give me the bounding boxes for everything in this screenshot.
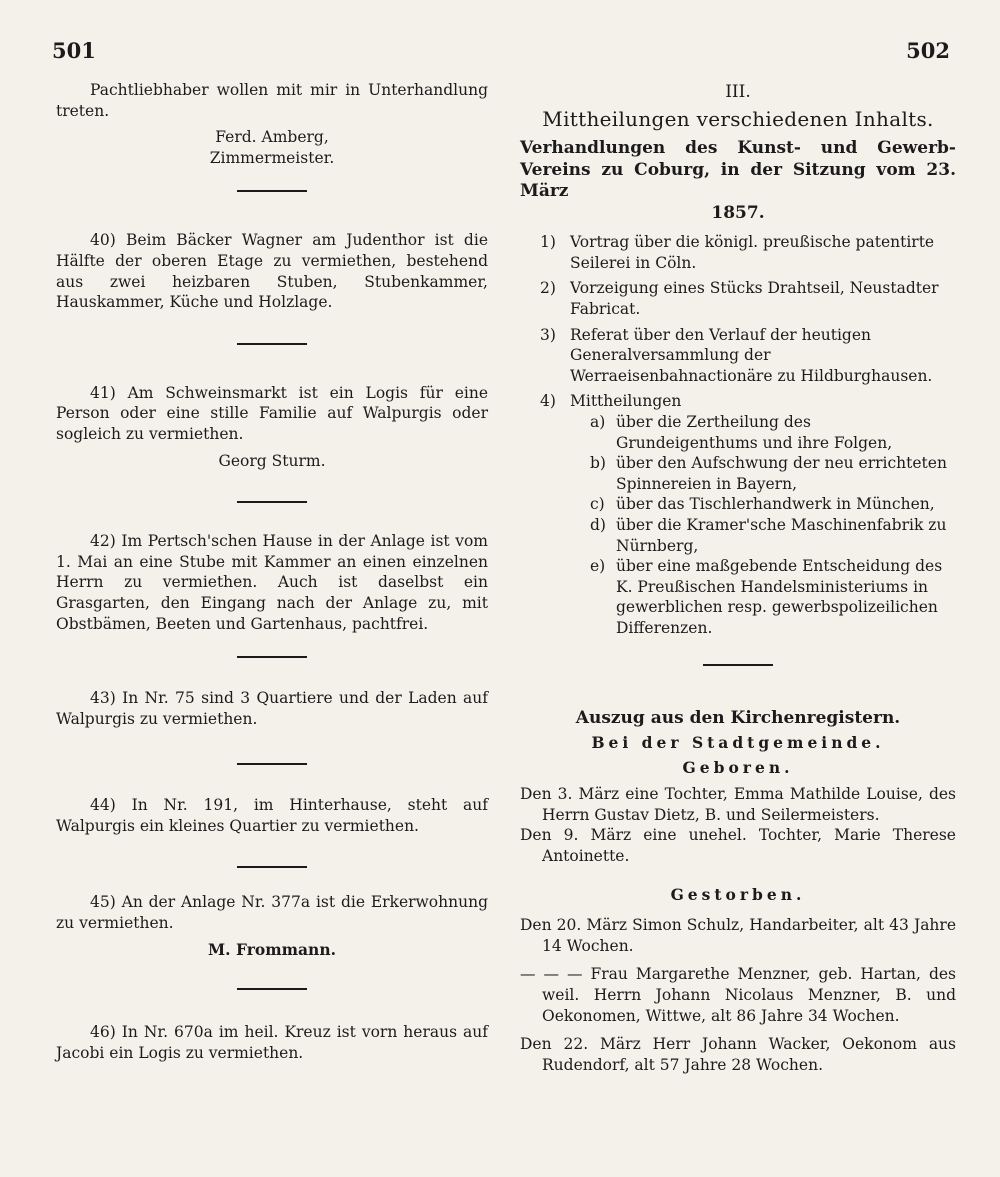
ad-number: 45) <box>90 893 116 912</box>
agenda-number: 3) <box>540 325 556 344</box>
page-number-right: 502 <box>906 38 950 63</box>
subitem-text: über das Tischlerhandwerk in München, <box>616 495 935 514</box>
agenda-text: Vortrag über die königl. preußische patentirte Seilerei in Cöln. <box>570 233 935 272</box>
agenda-subitem <box>590 412 956 453</box>
agenda-item <box>520 325 956 387</box>
meeting-title <box>520 138 956 224</box>
page-number-left: 501 <box>52 38 96 63</box>
ad-text: An der Anlage Nr. 377a ist die Erkerwohnung zu vermiethen. <box>56 893 488 933</box>
separator-rule <box>237 866 307 868</box>
agenda-subitem <box>590 556 956 638</box>
agenda-text: Vorzeigung eines Stücks Drahtseil, Neustadter Fabricat. <box>570 279 939 318</box>
section-title: Mittheilungen verschiedenen Inhalts. <box>542 106 934 131</box>
separator-rule <box>237 763 307 765</box>
subitem-letter: b) <box>590 454 606 473</box>
agenda-number: 4) <box>540 392 556 411</box>
ad-text: Im Pertsch'schen Hause in der Anlage ist vom 1. Mai an eine Stube mit Kammer an einen einzelnen Herrn zu vermiethen. Auch ist daselbst ein Grasgarten, den Eingang nach der Anlage zu, mit Obstbämen, Beeten und Gartenhaus, pachtfrei. <box>56 532 488 633</box>
ad-42 <box>56 531 488 634</box>
born-heading: Geboren. <box>682 757 794 777</box>
subitem-letter: e) <box>590 557 606 576</box>
subitem-text: über die Kramer'sche Maschinenfabrik zu Nürnberg, <box>616 515 947 555</box>
subitem-letter: a) <box>590 412 606 431</box>
right-column <box>520 80 956 1075</box>
separator-rule <box>237 190 307 192</box>
meeting-year: 1857. <box>711 202 765 223</box>
agenda-item <box>520 232 956 273</box>
subitem-letter: d) <box>590 515 606 534</box>
section-number: III. <box>725 82 751 102</box>
ad-text: In Nr. 670a im heil. Kreuz ist vorn heraus auf Jacobi ein Logis zu vermiethen. <box>56 1023 488 1062</box>
agenda-text: Mittheilungen <box>570 392 682 411</box>
parish-heading: Bei der Stadtgemeinde. <box>591 733 885 753</box>
ad-number: 46) <box>90 1023 116 1042</box>
ad-41 <box>56 383 488 445</box>
agenda-text: Referat über den Verlauf der heutigen Generalversammlung der Werraeisenbahnactionäre zu Hildburghausen. <box>570 325 933 385</box>
agenda-item <box>520 391 956 638</box>
signature-line: Zimmermeister. <box>209 148 335 167</box>
ad-number: 40) <box>90 231 116 250</box>
ad-45 <box>56 892 488 933</box>
ad-number: 41) <box>90 383 116 402</box>
separator-rule <box>703 664 773 666</box>
register-entry: — — — Frau Margarethe Menzner, geb. Hartan, des weil. Herrn Johann Nicolaus Menzner, B. und Oekonomen, Wittwe, alt 86 Jahre 34 Wochen. <box>520 965 956 1025</box>
subitem-letter: c) <box>590 495 605 514</box>
register-entry: Den 9. März eine unehel. Tochter, Marie Therese Antoinette. <box>520 826 956 866</box>
left-column <box>56 80 488 1063</box>
ad-43 <box>56 688 488 729</box>
separator-rule <box>237 656 307 658</box>
ad-text: In Nr. 191, im Hinterhause, steht auf Walpurgis ein kleines Quartier zu vermiethen. <box>56 796 488 835</box>
agenda-subitem <box>590 494 956 515</box>
register-entry: Den 3. März eine Tochter, Emma Mathilde Louise, des Herrn Gustav Dietz, B. und Seilermeisters. <box>520 785 956 824</box>
separator-rule <box>237 343 307 345</box>
subitem-text: über den Aufschwung der neu errichteten Spinnereien in Bayern, <box>616 454 947 493</box>
agenda-sublist <box>570 412 956 639</box>
register-entry: Den 20. März Simon Schulz, Handarbeiter, alt 43 Jahre 14 Wochen. <box>520 916 956 955</box>
excerpt-title: Auszug aus den Kirchenregistern. <box>575 708 901 729</box>
ad-number: 42) <box>90 532 116 551</box>
separator-rule <box>237 501 307 503</box>
register-entry: Den 22. März Herr Johann Wacker, Oekonom aus Rudendorf, alt 57 Jahre 28 Wochen. <box>520 1035 956 1074</box>
agenda-number: 1) <box>540 233 556 252</box>
separator-rule <box>237 988 307 990</box>
signature-line: Ferd. Amberg, <box>215 128 329 147</box>
ad-40 <box>56 230 488 312</box>
agenda-subitem <box>590 453 956 494</box>
ad-text: Am Schweinsmarkt ist ein Logis für eine Person oder eine stille Familie auf Walpurgis oder sogleich zu vermiethen. <box>56 383 488 443</box>
intro-text: Pachtliebhaber wollen mit mir in Unterhandlung treten. <box>56 81 488 120</box>
ad-text: In Nr. 75 sind 3 Quartiere und der Laden auf Walpurgis zu vermiethen. <box>56 689 488 728</box>
ad-46 <box>56 1022 488 1063</box>
meeting-title-text: Verhandlungen des Kunst- und Gewerb-Vereins zu Coburg, in der Sitzung vom 23. März <box>520 138 956 202</box>
signature-line: Georg Sturm. <box>218 451 326 470</box>
ad-number: 43) <box>90 689 116 708</box>
agenda-number: 2) <box>540 279 556 298</box>
signature-line: M. Frommann. <box>208 939 336 959</box>
agenda-list <box>520 232 956 638</box>
ad-44 <box>56 795 488 836</box>
agenda-subitem <box>590 515 956 556</box>
agenda-item <box>520 278 956 319</box>
died-heading: Gestorben. <box>670 884 806 904</box>
subitem-text: über eine maßgebende Entscheidung des K. Preußischen Handelsministeriums in gewerblichen resp. gewerbspolizeilichen Differenzen. <box>616 557 943 637</box>
subitem-text: über die Zertheilung des Grundeigenthums und ihre Folgen, <box>616 412 893 452</box>
ad-text: Beim Bäcker Wagner am Judenthor ist die Hälfte der oberen Etage zu vermiethen, bestehend aus zwei heizbaren Stuben, Stubenkammer, Hauskammer, Küche und Holzlage. <box>56 231 488 312</box>
ad-number: 44) <box>90 796 116 815</box>
